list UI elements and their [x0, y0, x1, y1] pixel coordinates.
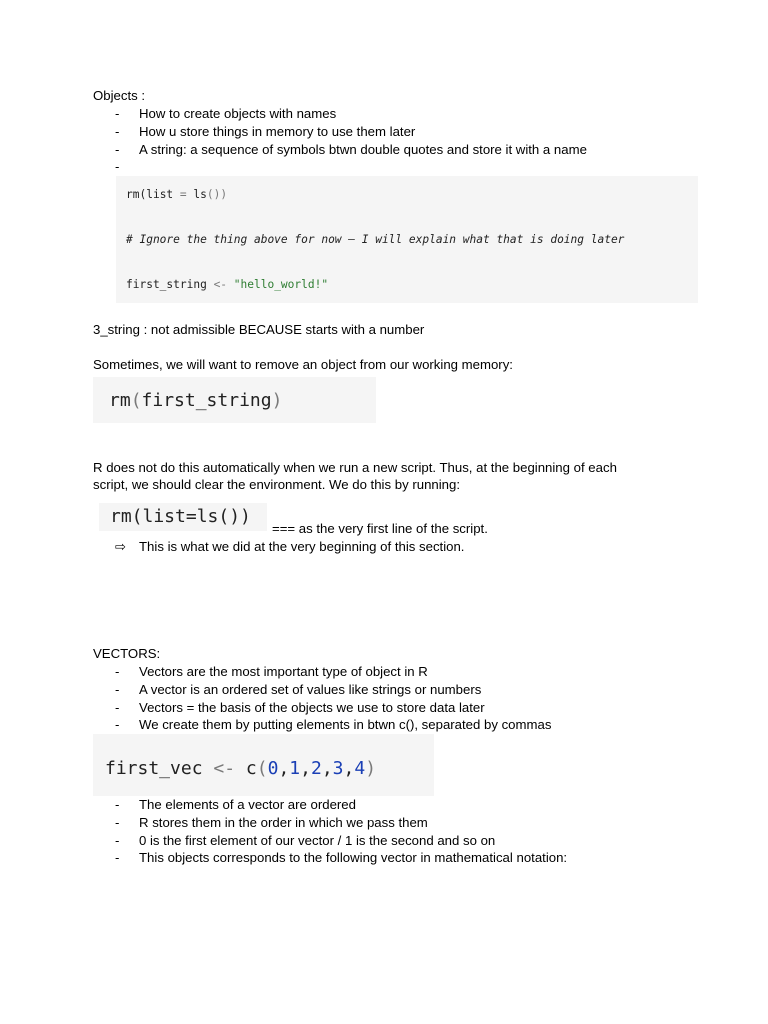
- list-item-text: How u store things in memory to use them later: [139, 124, 416, 139]
- list-item: [115, 832, 495, 850]
- code-number: 0: [267, 758, 279, 779]
- code-line: rm(list=ls()): [110, 506, 251, 527]
- bullet-mark: -: [115, 717, 120, 732]
- code-number: 4: [354, 758, 366, 779]
- code-number: 1: [289, 758, 301, 779]
- code-token: ): [271, 390, 283, 411]
- code-token: ,: [321, 758, 333, 779]
- code-token: ,: [343, 758, 355, 779]
- paragraph: Sometimes, we will want to remove an object from our working memory:: [93, 357, 513, 372]
- code-line: [126, 278, 328, 291]
- bullet-mark: -: [115, 700, 120, 715]
- code-token: rm(: [126, 188, 147, 201]
- code-token: <-: [202, 758, 246, 779]
- vectors-heading: VECTORS:: [93, 646, 161, 661]
- bullet-mark: -: [115, 106, 120, 121]
- code-token: ls: [193, 188, 207, 201]
- code-block: [116, 176, 698, 303]
- list-item: [115, 158, 139, 176]
- code-token: first_string: [141, 390, 272, 411]
- list-item: [115, 663, 428, 681]
- list-item: [115, 123, 415, 141]
- code-token: first_string: [126, 278, 207, 291]
- code-number: 2: [310, 758, 322, 779]
- code-inline-block: [99, 503, 267, 531]
- code-token: ,: [278, 758, 290, 779]
- code-token: ,: [300, 758, 311, 779]
- code-token: ()): [206, 188, 228, 201]
- code-line: [105, 758, 376, 779]
- list-item-text: R stores them in the order in which we pass them: [139, 815, 428, 830]
- list-item-text: Vectors = the basis of the objects we use to store data later: [139, 700, 485, 715]
- list-item: [115, 716, 551, 734]
- paragraph: script, we should clear the environment. We do this by running:: [93, 477, 460, 492]
- code-token: =: [173, 188, 194, 201]
- paragraph: R does not do this automatically when we run a new script. Thus, at the beginning of each: [93, 460, 617, 475]
- list-item: [115, 538, 464, 556]
- bullet-mark: -: [115, 124, 120, 139]
- list-item-text: This objects corresponds to the following vector in mathematical notation:: [139, 850, 568, 865]
- list-item-text: This is what we did at the very beginning of this section.: [139, 539, 465, 554]
- code-token: ): [365, 758, 377, 779]
- objects-heading: Objects :: [93, 88, 146, 103]
- bullet-mark: -: [115, 159, 120, 174]
- bullet-mark: -: [115, 142, 120, 157]
- code-line: [126, 188, 227, 201]
- list-item: [115, 796, 356, 814]
- list-item: [115, 849, 567, 867]
- code-token: first_vec: [105, 758, 203, 779]
- code-token: (: [256, 758, 268, 779]
- list-item: [115, 681, 481, 699]
- code-token: list: [146, 188, 174, 201]
- paragraph: 3_string : not admissible BECAUSE starts with a number: [93, 322, 425, 337]
- bullet-mark: -: [115, 682, 120, 697]
- list-item-text: A string: a sequence of symbols btwn double quotes and store it with a name: [139, 142, 587, 157]
- bullet-mark: -: [115, 664, 120, 679]
- list-item-text: The elements of a vector are ordered: [139, 797, 356, 812]
- code-block: [93, 734, 434, 796]
- arrow-icon: ⇨: [115, 539, 127, 554]
- bullet-mark: -: [115, 815, 120, 830]
- code-token: (: [130, 390, 142, 411]
- bullet-mark: -: [115, 850, 120, 865]
- list-item-text: 0 is the first element of our vector / 1 is the second and so on: [139, 833, 496, 848]
- code-comment: # Ignore the thing above for now — I will explain what that is doing later: [126, 233, 625, 246]
- list-item-text: A vector is an ordered set of values like strings or numbers: [139, 682, 482, 697]
- list-item-text: Vectors are the most important type of object in R: [139, 664, 428, 679]
- paragraph: === as the very first line of the script.: [272, 521, 488, 536]
- code-line: [109, 390, 282, 411]
- list-item: [115, 814, 428, 832]
- list-item-text: We create them by putting elements in btwn c(), separated by commas: [139, 717, 552, 732]
- code-number: 3: [332, 758, 344, 779]
- list-item: [115, 105, 336, 123]
- code-block: [93, 377, 376, 423]
- code-token: <-: [206, 278, 234, 291]
- list-item: [115, 699, 485, 717]
- code-string: "hello_world!": [233, 278, 329, 291]
- list-item-text: How to create objects with names: [139, 106, 337, 121]
- bullet-mark: -: [115, 833, 120, 848]
- bullet-mark: -: [115, 797, 120, 812]
- code-token: c: [245, 758, 257, 779]
- list-item: [115, 141, 587, 159]
- code-token: rm: [109, 390, 131, 411]
